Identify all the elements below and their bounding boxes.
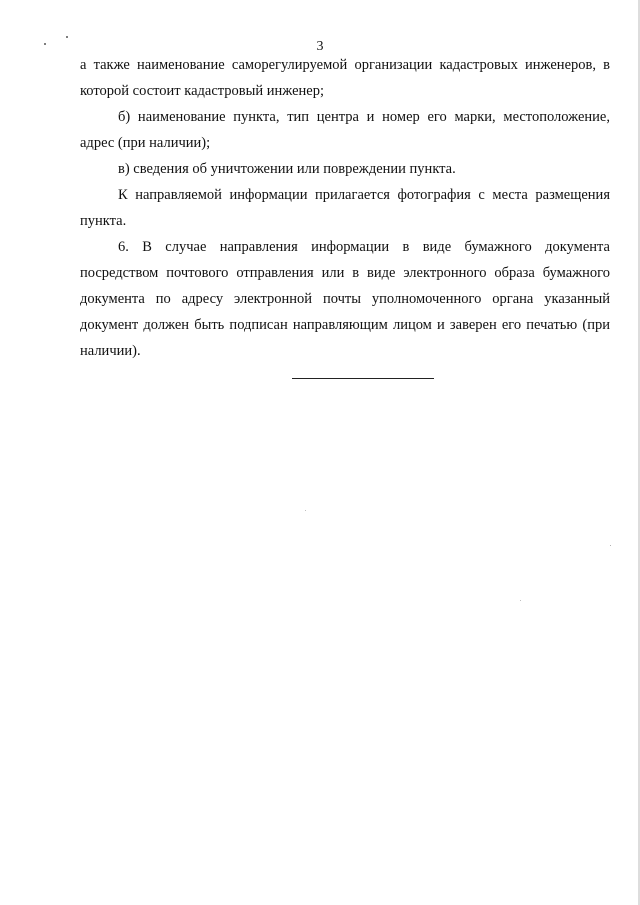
paragraph-continuation: а также наименование саморегулируемой организации кадастровых инженеров, в которой состоит кадастровый инженер;: [80, 57, 610, 99]
scan-speck: [44, 43, 46, 45]
paragraph-item-6: 6. В случае направления информации в виде бумажного документа посредством почтового отправления или в виде электронного образа бумажного документа по адресу электронной почты уполномоченного органа указанный документ должен быть подписан направляющим лицом и заверен его печатью (при наличии).: [80, 239, 610, 359]
paragraph-photo-attachment: К направляемой информации прилагается фотография с места размещения пункта.: [80, 187, 610, 229]
page-number: 3: [316, 39, 324, 54]
paragraph-item-b: б) наименование пункта, тип центра и номер его марки, местоположение, адрес (при наличии);: [80, 109, 610, 151]
scan-speck: [305, 510, 306, 511]
scan-speck: [610, 545, 611, 546]
scan-speck: [66, 36, 68, 38]
scan-speck: [520, 600, 521, 601]
end-rule: [292, 378, 434, 379]
paragraph-item-v: в) сведения об уничтожении или повреждении пункта.: [118, 161, 456, 177]
document-body: [80, 52, 610, 364]
